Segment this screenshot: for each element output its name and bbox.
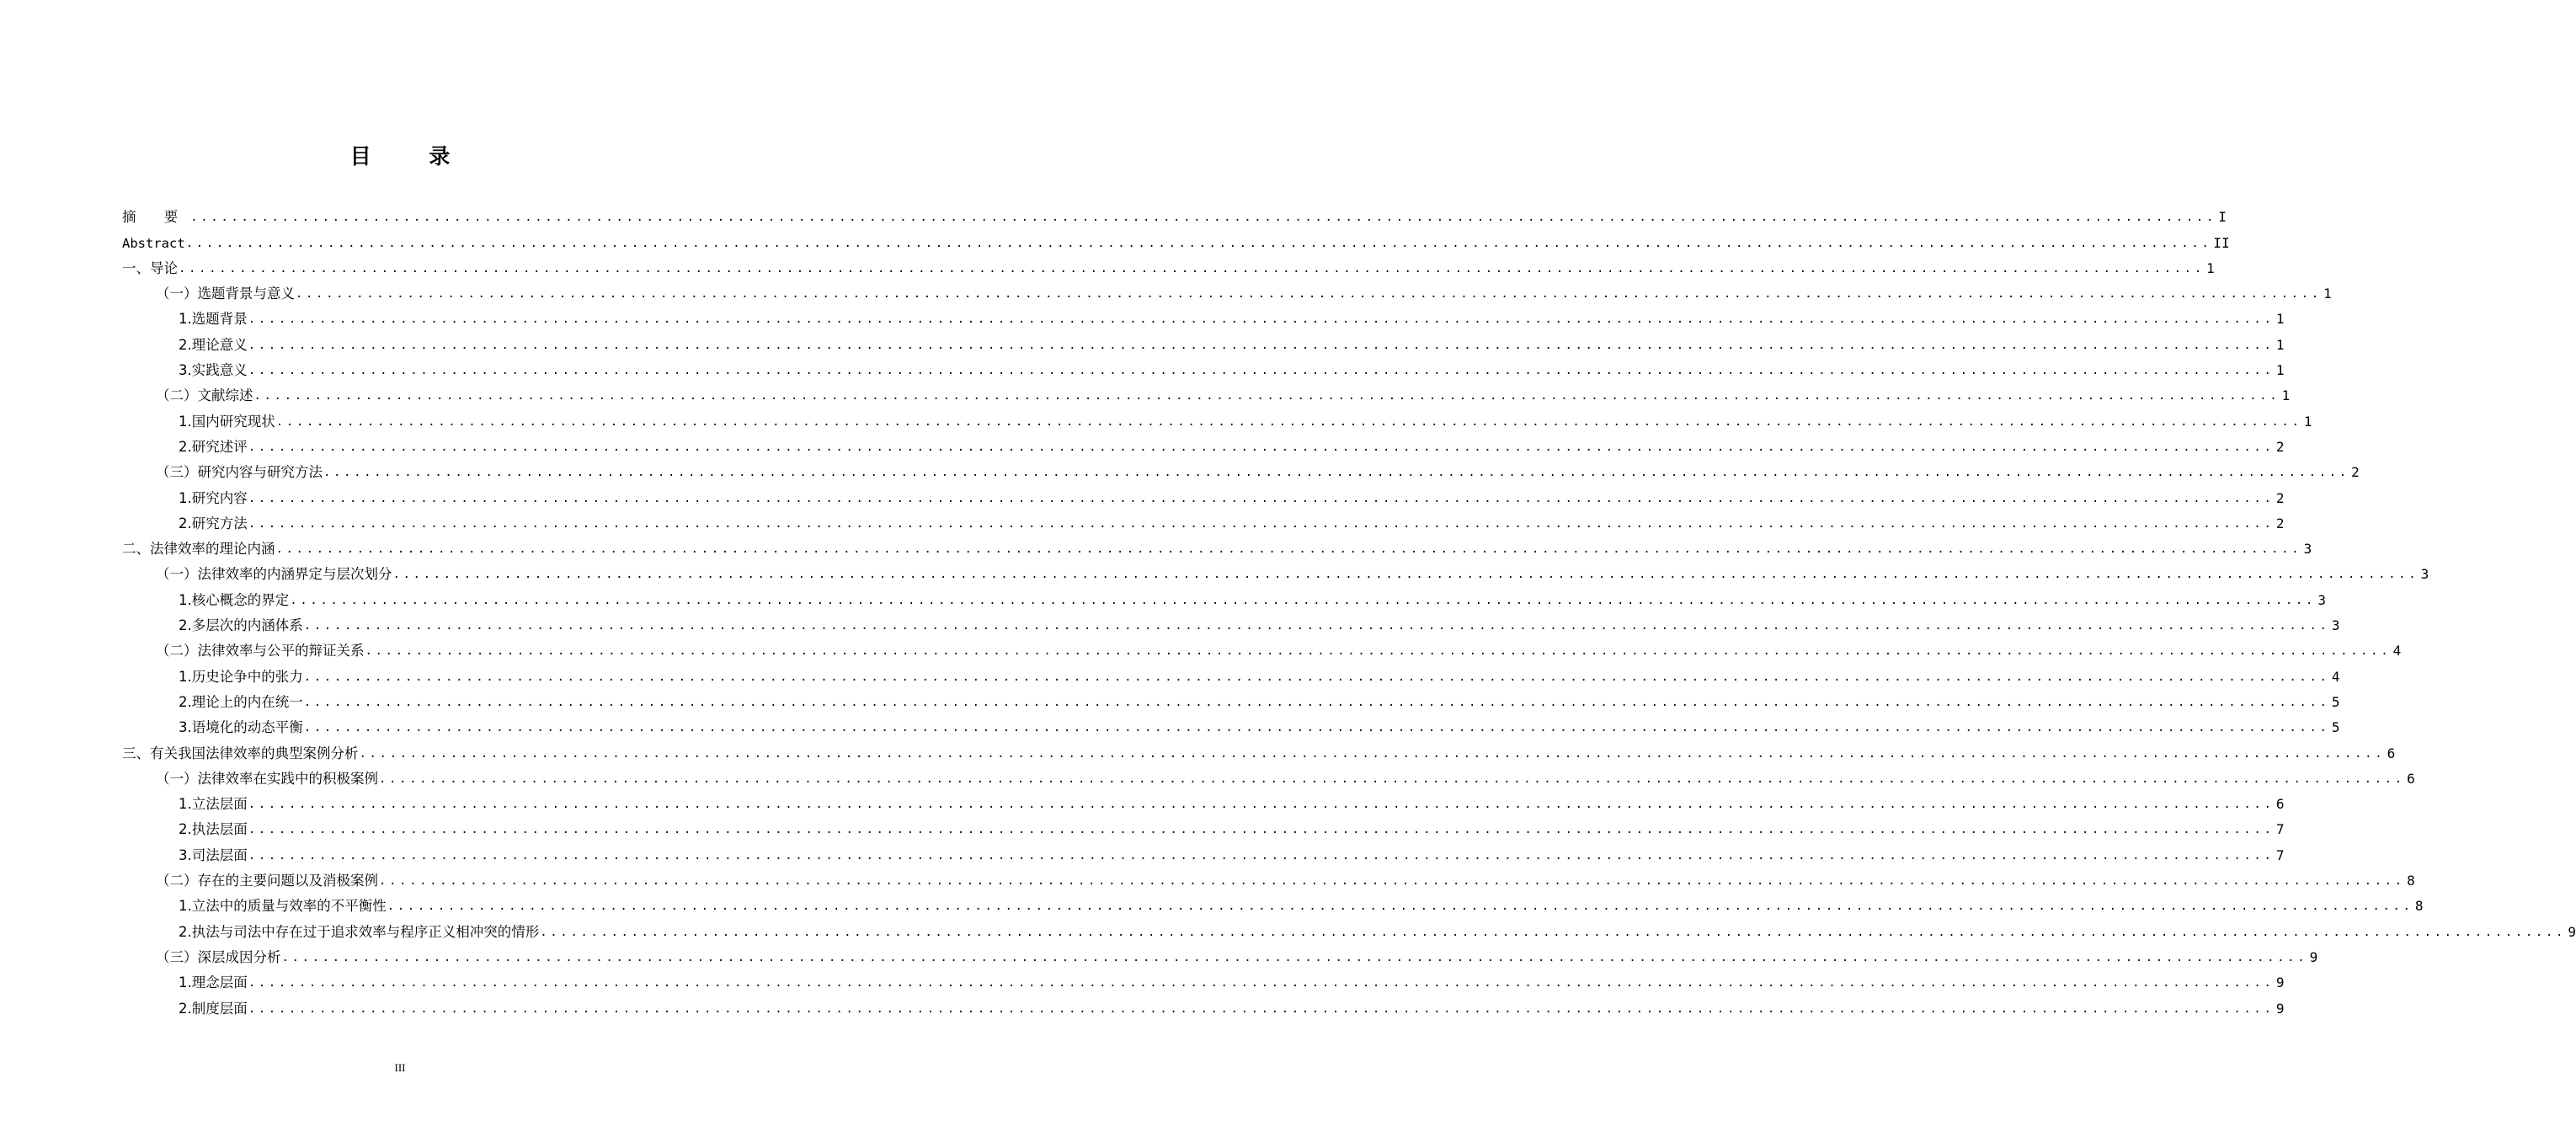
toc-entry-label: 二、法律效率的理论内涵 xyxy=(122,541,275,558)
toc-entry-label: 1.立法层面 xyxy=(179,796,248,813)
toc-entry-page: 8 xyxy=(2407,873,2415,889)
toc-dot-leader: ........................................................................................................................................................................................................ xyxy=(248,491,2275,505)
table-of-contents xyxy=(122,201,2576,1018)
toc-entry-page: 9 xyxy=(2309,948,2318,965)
toc-entry[interactable] xyxy=(122,533,2312,558)
toc-entry-label: 2.研究方法 xyxy=(179,515,248,531)
toc-entry-page: 7 xyxy=(2275,846,2285,863)
toc-entry-label: （三）深层成因分析 xyxy=(156,948,281,965)
toc-dot-leader: ........................................................................................................................................................................................................ xyxy=(248,312,2275,327)
toc-entry-page: II xyxy=(2213,234,2230,251)
toc-entry-page: 3 xyxy=(2420,566,2429,583)
toc-entry-page: 1 xyxy=(2281,387,2291,404)
toc-entry-page: 3 xyxy=(2331,617,2340,634)
toc-dot-leader: ........................................................................................................................................................................................................ xyxy=(248,798,2275,812)
toc-entry-label: 2.理论上的内在统一 xyxy=(179,693,303,710)
toc-entry-label: （一）选题背景与意义 xyxy=(156,286,295,302)
toc-entry-label: 2.理论意义 xyxy=(179,336,248,353)
toc-entry[interactable] xyxy=(122,584,2326,609)
toc-entry-label: （二）法律效率与公平的辩证关系 xyxy=(156,643,365,659)
toc-entry[interactable] xyxy=(122,278,2332,303)
toc-entry[interactable] xyxy=(122,890,2424,916)
toc-dot-leader: ........................................................................................................................................................................................................ xyxy=(248,516,2275,531)
toc-entry[interactable] xyxy=(122,303,2285,328)
toc-entry-page: 2 xyxy=(2275,438,2285,455)
toc-entry-label: 1.研究内容 xyxy=(179,489,248,506)
toc-entry-page: 5 xyxy=(2331,719,2340,736)
toc-entry-label: 2.制度层面 xyxy=(179,1000,248,1017)
toc-entry-label: 1.核心概念的界定 xyxy=(179,591,290,608)
toc-entry-label: 一、导论 xyxy=(122,259,178,276)
toc-entry[interactable] xyxy=(122,431,2285,457)
toc-entry-label: 3.语境化的动态平衡 xyxy=(179,719,303,736)
toc-dot-leader: ........................................................................................................................................................................................................ xyxy=(303,619,2330,633)
toc-entry[interactable] xyxy=(122,839,2285,864)
toc-entry-page: 8 xyxy=(2414,898,2424,915)
toc-entry-page: 5 xyxy=(2331,693,2340,710)
toc-entry-page: 4 xyxy=(2331,668,2340,685)
toc-entry-page: 7 xyxy=(2275,821,2285,838)
toc-entry-page: 9 xyxy=(2568,923,2576,940)
toc-dot-leader: ........................................................................................................................................................................................................ xyxy=(296,287,2322,302)
toc-dot-leader: ........................................................................................................................................................................................................ xyxy=(275,414,2302,429)
toc-entry[interactable] xyxy=(122,482,2285,507)
toc-entry-label: 3.实践意义 xyxy=(179,362,248,379)
toc-entry-page: 4 xyxy=(2392,643,2402,659)
page-number: III xyxy=(394,1061,406,1074)
toc-entry-page: 9 xyxy=(2275,1000,2285,1017)
toc-dot-leader: ........................................................................................................................................................................................................ xyxy=(248,848,2275,862)
toc-entry[interactable] xyxy=(122,201,2227,227)
toc-entry[interactable] xyxy=(122,660,2340,686)
toc-dot-leader: ........................................................................................................................................................................................................ xyxy=(290,593,2316,607)
toc-dot-leader: ........................................................................................................................................................................................................ xyxy=(281,950,2308,964)
toc-entry-page: I xyxy=(2218,209,2227,226)
toc-entry-label: 2.多层次的内涵体系 xyxy=(179,617,303,634)
toc-dot-leader: ........................................................................................................................................................................................................ xyxy=(379,874,2405,889)
toc-entry-page: 2 xyxy=(2275,489,2285,506)
toc-entry-label: 3.司法层面 xyxy=(179,846,248,863)
toc-dot-leader: ........................................................................................................................................................................................................ xyxy=(379,772,2405,786)
toc-entry-page: 6 xyxy=(2407,770,2415,787)
toc-entry-label: 2.研究述评 xyxy=(179,438,248,455)
toc-entry[interactable] xyxy=(122,763,2415,788)
toc-dot-leader: ........................................................................................................................................................................................................ xyxy=(248,440,2275,454)
toc-dot-leader: ........................................................................................................................................................................................................ xyxy=(365,644,2392,659)
toc-entry-page: 6 xyxy=(2275,796,2285,813)
toc-entry[interactable] xyxy=(122,865,2415,890)
toc-dot-leader: ........................................................................................................................................................................................................ xyxy=(540,925,2566,939)
toc-entry-page: 2 xyxy=(2351,464,2360,481)
toc-entry-label: 1.历史论争中的张力 xyxy=(179,668,303,685)
toc-entry-page: 1 xyxy=(2206,259,2215,276)
toc-entry[interactable] xyxy=(122,967,2285,992)
toc-entry[interactable] xyxy=(122,686,2340,712)
toc-entry[interactable] xyxy=(122,355,2285,380)
toc-entry-label: 三、有关我国法律效率的典型案例分析 xyxy=(122,745,359,761)
toc-entry-page: 1 xyxy=(2275,336,2285,353)
toc-dot-leader: ........................................................................................................................................................................................................ xyxy=(179,261,2205,275)
toc-entry[interactable] xyxy=(122,942,2318,967)
toc-entry-label: （三）研究内容与研究方法 xyxy=(156,464,323,481)
toc-entry[interactable] xyxy=(122,405,2312,430)
toc-entry-page: 3 xyxy=(2317,591,2326,608)
toc-entry[interactable] xyxy=(122,814,2285,839)
toc-dot-leader: ........................................................................................................................................................................................................ xyxy=(248,364,2275,378)
toc-entry-label: 1.选题背景 xyxy=(179,311,248,328)
toc-dot-leader: ........................................................................................................................................................................................................ xyxy=(248,976,2275,990)
toc-entry[interactable] xyxy=(122,508,2285,533)
toc-entry[interactable] xyxy=(122,712,2340,737)
toc-entry[interactable] xyxy=(122,737,2396,762)
toc-dot-leader: ........................................................................................................................................................................................................ xyxy=(323,466,2349,480)
toc-entry[interactable] xyxy=(122,328,2285,354)
toc-dot-leader: ........................................................................................................................................................................................................ xyxy=(275,542,2302,557)
toc-dot-leader: ........................................................................................................................................................................................................ xyxy=(303,721,2330,735)
toc-entry-label: （二）文献综述 xyxy=(156,387,253,404)
toc-dot-leader: ........................................................................................................................................................................................................ xyxy=(190,211,2216,225)
toc-dot-leader: ........................................................................................................................................................................................................ xyxy=(303,695,2330,709)
toc-entry-label: 摘 要 xyxy=(122,209,190,226)
toc-dot-leader: ........................................................................................................................................................................................................ xyxy=(303,670,2330,684)
toc-entry[interactable] xyxy=(122,610,2340,635)
toc-dot-leader: ........................................................................................................................................................................................................ xyxy=(392,568,2419,582)
toc-entry[interactable] xyxy=(122,558,2429,584)
toc-dot-leader: ........................................................................................................................................................................................................ xyxy=(248,823,2275,837)
toc-entry[interactable] xyxy=(122,253,2215,278)
toc-entry-page: 6 xyxy=(2387,745,2396,761)
toc-entry-label: （一）法律效率在实践中的积极案例 xyxy=(156,770,378,787)
toc-entry-label: （一）法律效率的内涵界定与层次划分 xyxy=(156,566,392,583)
toc-entry-label: 1.立法中的质量与效率的不平衡性 xyxy=(179,898,387,915)
toc-entry-page: 1 xyxy=(2303,413,2312,430)
toc-dot-leader: ........................................................................................................................................................................................................ xyxy=(248,1001,2275,1016)
toc-entry-label: 1.理念层面 xyxy=(179,974,248,991)
toc-entry[interactable] xyxy=(122,788,2285,814)
toc-entry-label: Abstract xyxy=(122,235,185,251)
toc-entry[interactable] xyxy=(122,227,2230,252)
toc-entry[interactable] xyxy=(122,635,2402,660)
toc-entry[interactable] xyxy=(122,916,2576,941)
page-title: 目 录 xyxy=(349,144,476,168)
toc-entry-page: 3 xyxy=(2303,541,2312,558)
toc-entry-page: 9 xyxy=(2275,974,2285,991)
toc-entry[interactable] xyxy=(122,380,2291,405)
toc-entry-label: （二）存在的主要问题以及消极案例 xyxy=(156,873,378,889)
toc-dot-leader: ........................................................................................................................................................................................................ xyxy=(359,746,2386,761)
toc-entry-page: 1 xyxy=(2275,311,2285,328)
toc-entry-label: 2.执法与司法中存在过于追求效率与程序正义相冲突的情形 xyxy=(179,923,540,940)
toc-entry-page: 2 xyxy=(2275,515,2285,531)
toc-entry-label: 1.国内研究现状 xyxy=(179,413,275,430)
toc-dot-leader: ........................................................................................................................................................................................................ xyxy=(253,389,2280,403)
toc-entry-label: 2.执法层面 xyxy=(179,821,248,838)
toc-entry-page: 1 xyxy=(2275,362,2285,379)
toc-dot-leader: ........................................................................................................................................................................................................ xyxy=(387,900,2413,914)
toc-entry-page: 1 xyxy=(2323,286,2332,302)
toc-entry[interactable] xyxy=(122,992,2285,1017)
toc-entry[interactable] xyxy=(122,457,2360,482)
toc-dot-leader: ........................................................................................................................................................................................................ xyxy=(185,236,2212,250)
toc-dot-leader: ........................................................................................................................................................................................................ xyxy=(248,338,2275,352)
